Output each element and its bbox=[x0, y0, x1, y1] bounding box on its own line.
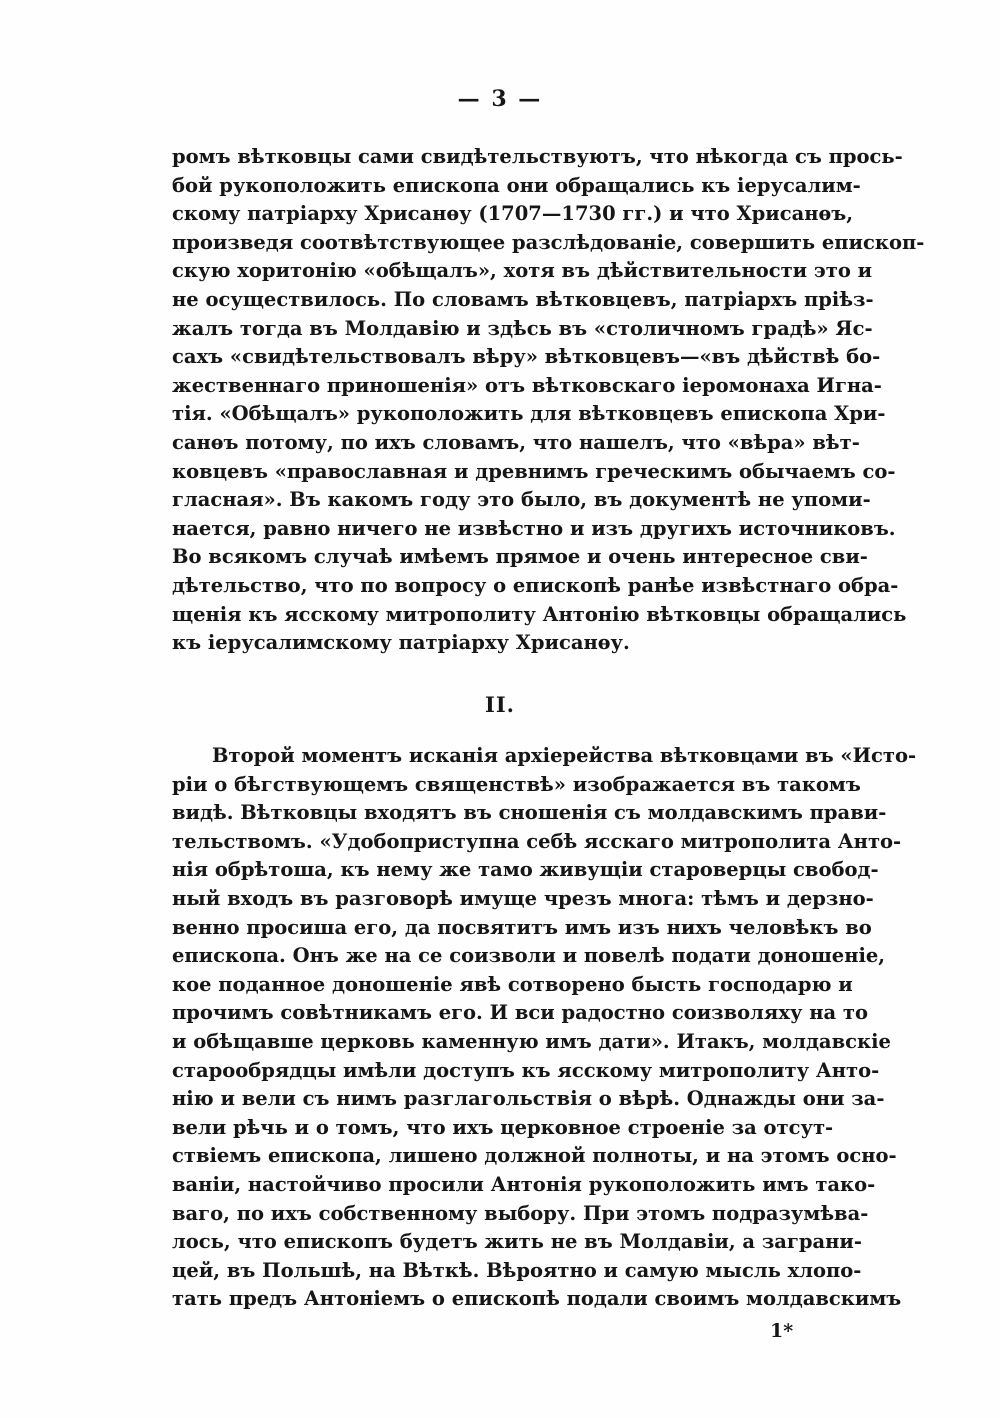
text-line: лось, что епископъ будетъ жить не въ Молдавіи, а заграни- bbox=[172, 1230, 862, 1254]
text-line: ріи о бѣгствующемъ священствѣ» изображается въ такомъ bbox=[172, 772, 861, 796]
printer-signature-mark: 1* bbox=[770, 1320, 794, 1342]
text-line: тать предъ Антоніемъ о епископѣ подали своимъ молдавскимъ bbox=[172, 1287, 902, 1311]
text-line: цей, въ Польшѣ, на Вѣткѣ. Вѣроятно и самую мысль хлопо- bbox=[172, 1258, 862, 1282]
text-line: бой рукоположить епископа они обращались къ іерусалим- bbox=[172, 173, 861, 197]
text-line: жественнаго приношенія» отъ вѣтковскаго іеромонаха Игна- bbox=[172, 373, 882, 397]
text-line: венно просиша его, да посвятитъ имъ изъ нихъ человѣкъ во bbox=[172, 915, 872, 939]
text-line: ковцевъ «православная и древнимъ греческимъ обычаемъ со- bbox=[172, 459, 896, 483]
text-line: дѣтельство, что по вопросу о епископѣ ранѣе извѣстнаго обра- bbox=[172, 573, 899, 597]
text-line: не осуществилось. По словамъ вѣтковцевъ, патріархъ пріѣз- bbox=[172, 287, 874, 311]
text-line: сахъ «свидѣтельствовалъ вѣру» вѣтковцевъ—«въ дѣйствѣ бо- bbox=[172, 345, 881, 369]
text-line: скую хоритонію «обѣщалъ», хотя въ дѣйствительности это и bbox=[172, 259, 873, 283]
text-line: къ іерусалимскому патріарху Хрисанѳу. bbox=[172, 631, 630, 655]
text-line: старообрядцы имѣли доступъ къ ясскому митрополиту Анто- bbox=[172, 1058, 880, 1082]
text-line: Второй моментъ исканія архіерейства вѣтковцами въ «Исто- bbox=[212, 744, 917, 767]
text-line: ваніи, настойчиво просили Антонія рукоположить имъ тако- bbox=[172, 1172, 876, 1196]
text-line: Во всякомъ случаѣ имѣемъ прямое и очень интересное сви- bbox=[172, 545, 868, 569]
text-line: нію и вели съ нимъ разглагольствія о вѣрѣ. Однажды они за- bbox=[172, 1087, 885, 1111]
text-line: ный входъ въ разговорѣ имуще чрезъ многа: тѣмъ и дерзно- bbox=[172, 886, 874, 910]
text-line: нія обрѣтоша, къ нему же тамо живущіи староверцы свобод- bbox=[172, 858, 879, 882]
text-line: и обѣщавше церковь каменную имъ дати». Итакъ, молдавскіе bbox=[172, 1029, 891, 1053]
text-line: нается, равно ничего не извѣстно и изъ другихъ источниковъ. bbox=[172, 516, 896, 540]
text-line: ствіемъ епископа, лишено должной полноты, и на этомъ осно- bbox=[172, 1144, 897, 1168]
text-line: гласная». Въ какомъ году это было, въ документѣ не упоми- bbox=[172, 488, 871, 512]
text-line: щенія къ ясскому митрополиту Антонію вѣтковцы обращались bbox=[172, 602, 907, 626]
text-line: произведя соотвѣтствующее разслѣдованіе, совершить епископ- bbox=[172, 230, 925, 254]
text-line: скому патріарху Хрисанѳу (1707—1730 гг.) и что Хрисанѳъ, bbox=[172, 202, 854, 226]
text-line: прочимъ совѣтникамъ его. И вси радостно соизволяху на то bbox=[172, 1001, 869, 1025]
text-line: тія. «Обѣщалъ» рукоположить для вѣтковцевъ епископа Хри- bbox=[172, 402, 886, 426]
paragraph-1 bbox=[172, 143, 925, 658]
text-line: видѣ. Вѣтковцы входятъ въ сношенія съ молдавскимъ прави- bbox=[172, 801, 887, 825]
text-line: вели рѣчь и о томъ, что ихъ церковное строеніе за отсут- bbox=[172, 1115, 834, 1139]
text-line: ваго, по ихъ собственному выбору. При этомъ подразумѣва- bbox=[172, 1201, 869, 1225]
text-line: ромъ вѣтковцы сами свидѣтельствуютъ, что нѣкогда съ прось- bbox=[172, 145, 903, 168]
text-line: епископа. Онъ же на се соизволи и повелѣ подати доношеніе, bbox=[172, 944, 886, 968]
text-line: кое поданное доношеніе явѣ сотворено бысть господарю и bbox=[172, 972, 853, 996]
section-heading: II. bbox=[485, 692, 515, 717]
text-line: тельствомъ. «Удобоприступна себѣ ясскаго митрополита Анто- bbox=[172, 829, 902, 853]
text-line: жалъ тогда въ Молдавію и здѣсь въ «столичномъ градѣ» Яс- bbox=[172, 316, 873, 340]
paragraph-2 bbox=[172, 742, 917, 1314]
page-number: — 3 — bbox=[457, 86, 543, 112]
text-line: санѳъ потому, по ихъ словамъ, что нашелъ, что «вѣра» вѣт- bbox=[172, 430, 860, 454]
